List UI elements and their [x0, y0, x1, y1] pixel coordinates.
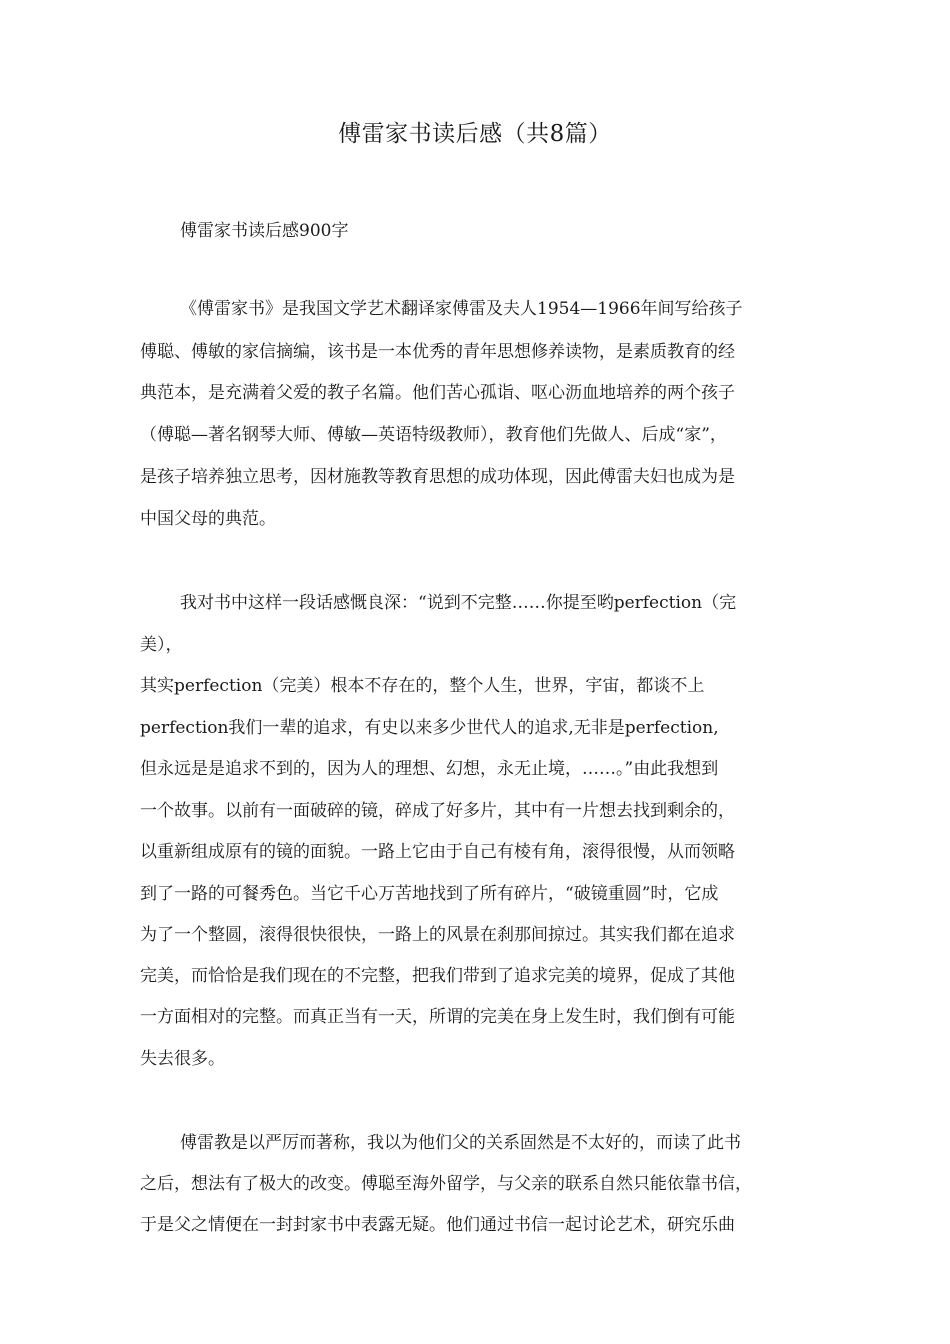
paragraph-line: 《傅雷家书》是我国文学艺术翻译家傅雷及夫人1954—1966年间写给孩子: [180, 299, 743, 319]
paragraph-line: 是孩子培养独立思考，因材施教等教育思想的成功体现，因此傅雷夫妇也成为是: [140, 467, 735, 487]
paragraph-line: 完美，而恰恰是我们现在的不完整，把我们带到了追求完美的境界，促成了其他: [140, 966, 735, 986]
document-subtitle: 傅雷家书读后感900字: [180, 221, 349, 241]
paragraph-line: 之后，想法有了极大的改变。傅聪至海外留学，与父亲的联系自然只能依靠书信，: [140, 1174, 752, 1194]
paragraph-line: 一方面相对的完整。而真正当有一天，所谓的完美在身上发生时，我们倒有可能: [140, 1007, 735, 1027]
paragraph-line: 傅聪、傅敏的家信摘编，该书是一本优秀的青年思想修养读物，是素质教育的经: [140, 342, 735, 362]
paragraph-line: 中国父母的典范。: [140, 509, 276, 529]
paragraph-line: 为了一个整圆，滚得很快很快，一路上的风景在刹那间掠过。其实我们都在追求: [140, 925, 735, 945]
paragraph-line: 美），: [140, 635, 183, 655]
paragraph-line: 我对书中这样一段话感慨良深：“说到不完整……你提至哟perfection（完: [180, 593, 737, 613]
paragraph-line: 以重新组成原有的镜的面貌。一路上它由于自己有棱有角，滚得很慢，从而领略: [140, 842, 735, 862]
paragraph-line: （傅聪—著名钢琴大师、傅敏—英语特级教师），教育他们先做人、后成“家”，: [140, 425, 727, 445]
paragraph-line: 到了一路的可餐秀色。当它千心万苦地找到了所有碎片，“破镜重圆”时，它成: [140, 884, 719, 904]
document-title: 傅雷家书读后感（共8篇）: [338, 121, 612, 147]
paragraph-line: 其实perfection（完美）根本不存在的，整个人生，世界，宇宙，都谈不上: [140, 676, 705, 696]
paragraph-line: 但永远是是追求不到的，因为人的理想、幻想，永无止境，……。”由此我想到: [140, 759, 719, 779]
paragraph-line: 典范本，是充满着父爱的教子名篇。他们苦心孤诣、呕心沥血地培养的两个孩子: [140, 383, 735, 403]
paragraph-line: perfection我们一辈的追求，有史以来多少世代人的追求,无非是perfection,: [140, 718, 719, 738]
paragraph-line: 于是父之情便在一封封家书中表露无疑。他们通过书信一起讨论艺术，研究乐曲: [140, 1215, 735, 1235]
paragraph-line: 一个故事。以前有一面破碎的镜，碎成了好多片，其中有一片想去找到剩余的，: [140, 801, 735, 821]
paragraph-line: 失去很多。: [140, 1049, 225, 1069]
paragraph-line: 傅雷教是以严厉而著称，我以为他们父的关系固然是不太好的，而读了此书: [180, 1133, 741, 1153]
